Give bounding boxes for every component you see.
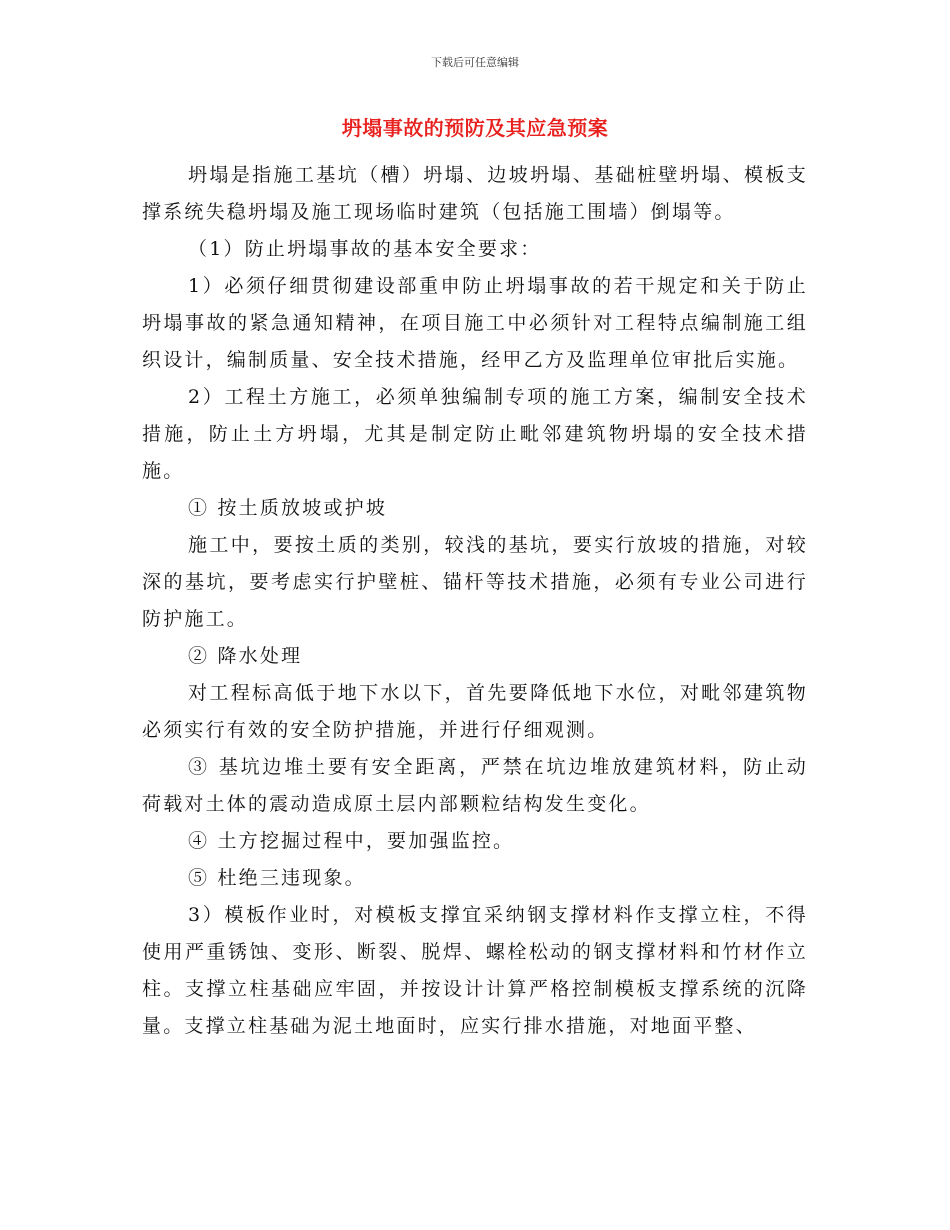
paragraph-sub-3: ③ 基坑边堆土要有安全距离，严禁在坑边堆放建筑材料，防止动荷载对土体的震动造成原土层内部颗粒结构发生变化。 bbox=[142, 756, 808, 815]
header-note: 下载后可任意编辑 bbox=[431, 56, 519, 69]
paragraph-sub-2-heading: ② 降水处理 bbox=[188, 645, 303, 667]
paragraph-sub-2-body: 对工程标高低于地下水以下，首先要降低地下水位，对毗邻建筑物必须实行有效的安全防护措施，并进行仔细观测。 bbox=[142, 682, 808, 741]
paragraph-item-3: 3）模板作业时，对模板支撑宜采纳钢支撑材料作支撑立柱，不得使用严重锈蚀、变形、断裂、脱焊、螺栓松动的钢支撑材料和竹材作立柱。支撑立柱基础应牢固，并按设计计算严格控制模板支撑系统的沉降量。支撑立柱基础为泥土地面时，应实行排水措施，对地面平整、 bbox=[142, 904, 808, 1037]
paragraph-intro: 坍塌是指施工基坑（槽）坍塌、边坡坍塌、基础桩壁坍塌、模板支撑系统失稳坍塌及施工现场临时建筑（包括施工围墙）倒塌等。 bbox=[142, 164, 808, 223]
paragraph-section-1: （1）防止坍塌事故的基本安全要求： bbox=[188, 238, 542, 260]
paragraph-item-2: 2）工程土方施工，必须单独编制专项的施工方案，编制安全技术措施，防止土方坍塌，尤其是制定防止毗邻建筑物坍塌的安全技术措施。 bbox=[142, 386, 808, 482]
paragraph-sub-5: ⑤ 杜绝三违现象。 bbox=[188, 867, 366, 889]
paragraph-item-1: 1）必须仔细贯彻建设部重申防止坍塌事故的若干规定和关于防止坍塌事故的紧急通知精神，在项目施工中必须针对工程特点编制施工组织设计，编制质量、安全技术措施，经甲乙方及监理单位审批后实施。 bbox=[142, 275, 808, 371]
document-title: 坍塌事故的预防及其应急预案 bbox=[341, 116, 609, 140]
paragraph-sub-1-body: 施工中，要按土质的类别，较浅的基坑，要实行放坡的措施，对较深的基坑，要考虑实行护壁桩、锚杆等技术措施，必须有专业公司进行防护施工。 bbox=[142, 534, 808, 630]
paragraph-sub-1-heading: ① 按土质放坡或护坡 bbox=[188, 497, 388, 519]
paragraph-sub-4: ④ 土方挖掘过程中，要加强监控。 bbox=[188, 830, 515, 852]
document-body bbox=[142, 157, 808, 1045]
